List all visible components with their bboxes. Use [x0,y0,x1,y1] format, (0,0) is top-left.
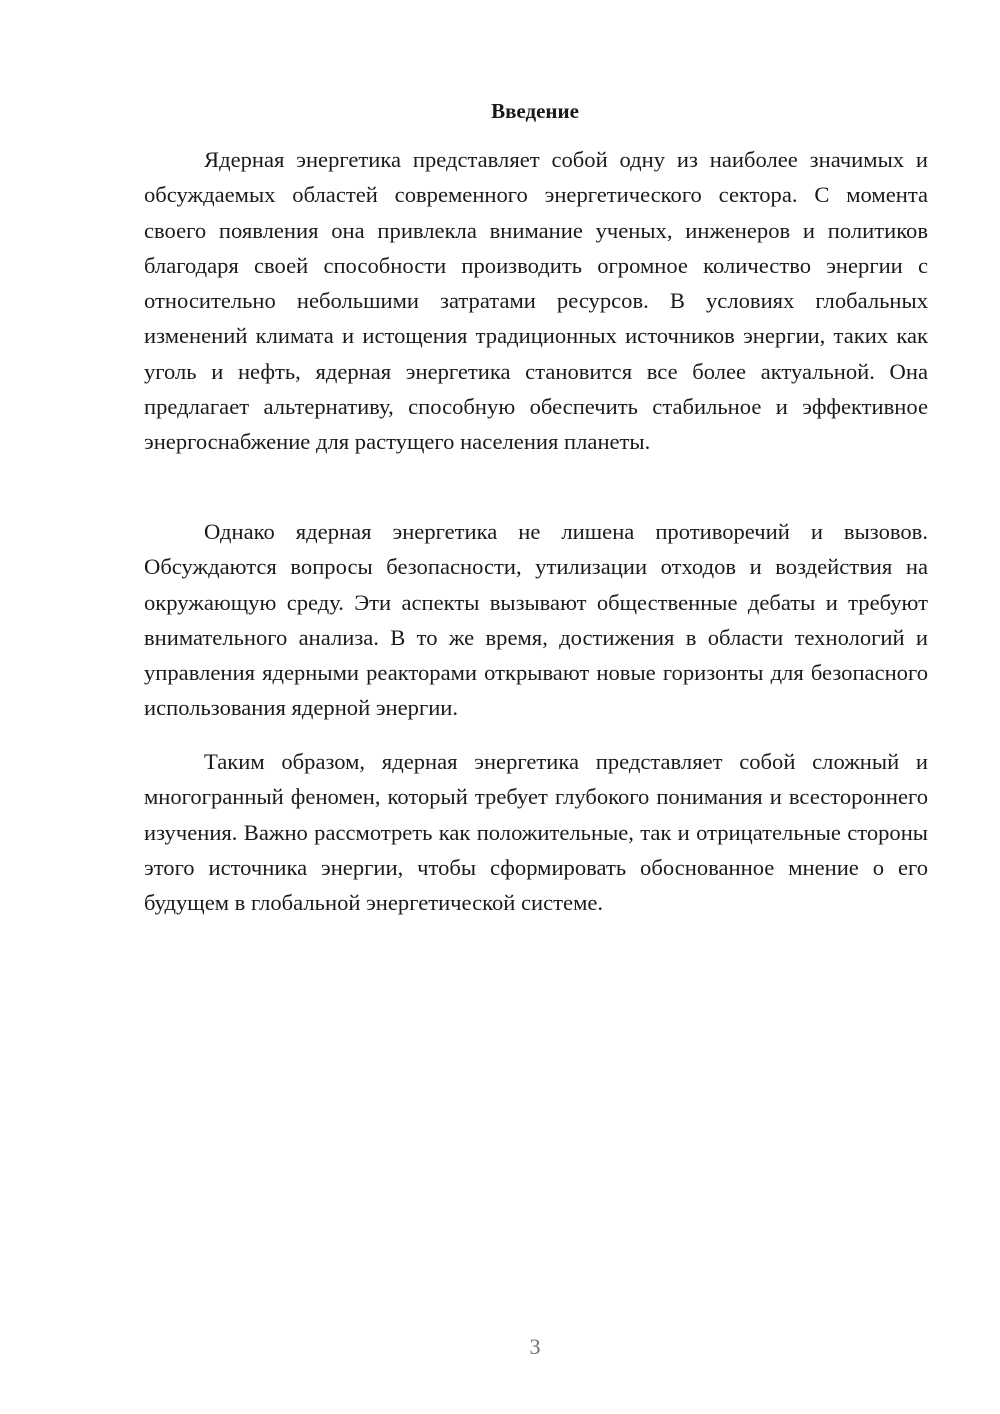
paragraph-2: Однако ядерная энергетика не лишена противоречий и вызовов. Обсуждаются вопросы безопасности, утилизации отходов и воздействия на окружающую среду. Эти аспекты вызывают общественные дебаты и требуют внимательного анализа. В то же время, достижения в области технологий и управления ядерными реакторами открывают новые горизонты для безопасного использования ядерной энергии. [144,519,928,721]
paragraph-3: Таким образом, ядерная энергетика представляет собой сложный и многогранный феномен, который требует глубокого понимания и всестороннего изучения. Важно рассмотреть как положительные, так и отрицательные стороны этого источника энергии, чтобы сформировать обоснованное мнение о его будущем в глобальной энергетической системе. [144,749,928,916]
paragraph-1: Ядерная энергетика представляет собой одну из наиболее значимых и обсуждаемых областей современного энергетического сектора. С момента своего появления она привлекла внимание ученых, инженеров и политиков благодаря своей способности производить огромное количество энергии с относительно небольшими затратами ресурсов. В условиях глобальных изменений климата и истощения традиционных источников энергии, таких как уголь и нефть, ядерная энергетика становится все более актуальной. Она предлагает альтернативу, способную обеспечить стабильное и эффективное энергоснабжение для растущего населения планеты. [144,147,928,455]
page-number: 3 [529,1334,541,1359]
section-heading: Введение [491,99,579,123]
